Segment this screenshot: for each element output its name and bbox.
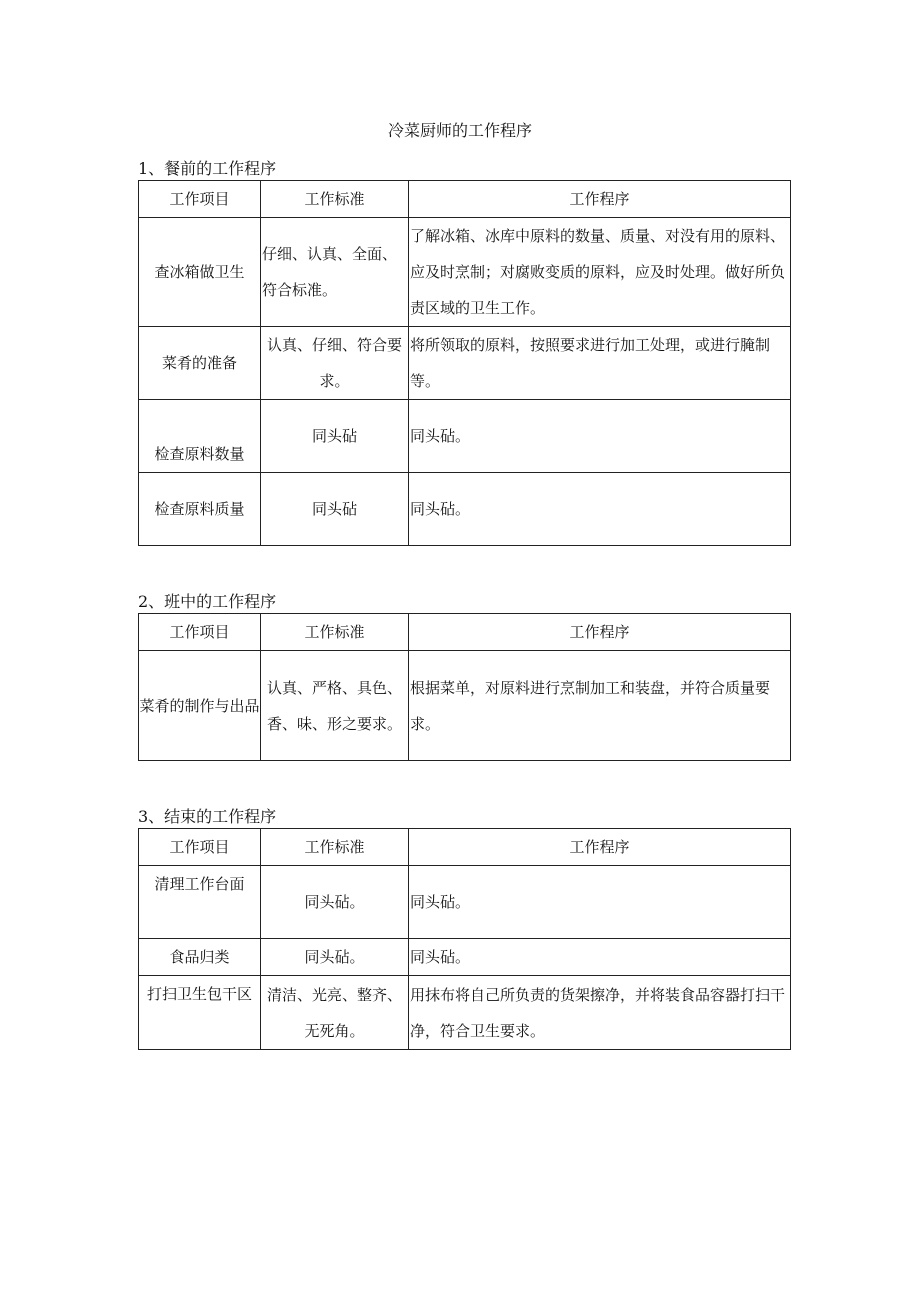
cell-procedure: 同头砧。	[409, 473, 791, 546]
section-heading-pre-service: 1、餐前的工作程序	[138, 159, 277, 178]
table-row	[139, 327, 791, 400]
procedure-table-during-service	[138, 613, 791, 761]
table-row	[139, 218, 791, 327]
column-header-item: 工作项目	[139, 614, 261, 651]
column-header-standard: 工作标准	[261, 829, 409, 866]
cell-standard: 同头砧	[261, 473, 409, 546]
cell-standard: 清洁、光亮、整齐、无死角。	[261, 976, 409, 1050]
table-row	[139, 400, 791, 473]
column-header-item: 工作项目	[139, 829, 261, 866]
cell-procedure: 同头砧。	[409, 866, 791, 939]
cell-item: 打扫卫生包干区	[139, 976, 261, 1050]
cell-item: 菜肴的准备	[139, 327, 261, 400]
column-header-standard: 工作标准	[261, 614, 409, 651]
table-row	[139, 473, 791, 546]
procedure-table-closing	[138, 828, 791, 1050]
cell-procedure: 了解冰箱、冰库中原料的数量、质量、对没有用的原料、应及时烹制；对腐败变质的原料，应及时处理。做好所负责区域的卫生工作。	[409, 218, 791, 327]
cell-standard: 认真、仔细、符合要求。	[261, 327, 409, 400]
table-header-row	[139, 181, 791, 218]
column-header-item: 工作项目	[139, 181, 261, 218]
cell-procedure: 同头砧。	[409, 400, 791, 473]
section-heading-closing: 3、结束的工作程序	[138, 807, 277, 826]
cell-item: 检查原料数量	[139, 400, 261, 473]
cell-procedure: 同头砧。	[409, 939, 791, 976]
table-row	[139, 939, 791, 976]
table-row	[139, 651, 791, 761]
cell-item: 检查原料质量	[139, 473, 261, 546]
cell-procedure: 将所领取的原料，按照要求进行加工处理，或进行腌制等。	[409, 327, 791, 400]
cell-procedure: 根据菜单，对原料进行烹制加工和装盘，并符合质量要求。	[409, 651, 791, 761]
cell-item: 查冰箱做卫生	[139, 218, 261, 327]
page-title: 冷菜厨师的工作程序	[387, 121, 532, 140]
cell-standard: 同头砧	[261, 400, 409, 473]
procedure-table-pre-service	[138, 180, 791, 546]
table-header-row	[139, 829, 791, 866]
column-header-procedure: 工作程序	[409, 181, 791, 218]
cell-standard: 仔细、认真、全面、符合标准。	[261, 218, 409, 327]
column-header-standard: 工作标准	[261, 181, 409, 218]
cell-item: 食品归类	[139, 939, 261, 976]
section-heading-during-service: 2、班中的工作程序	[138, 592, 277, 611]
column-header-procedure: 工作程序	[409, 614, 791, 651]
cell-item: 菜肴的制作与出品	[139, 651, 261, 761]
cell-item: 清理工作台面	[139, 866, 261, 939]
table-row	[139, 866, 791, 939]
column-header-procedure: 工作程序	[409, 829, 791, 866]
cell-standard: 同头砧。	[261, 939, 409, 976]
table-row	[139, 976, 791, 1050]
cell-procedure: 用抹布将自己所负责的货架擦净，并将装食品容器打扫干净，符合卫生要求。	[409, 976, 791, 1050]
cell-standard: 认真、严格、具色、香、味、形之要求。	[261, 651, 409, 761]
cell-standard: 同头砧。	[261, 866, 409, 939]
table-header-row	[139, 614, 791, 651]
